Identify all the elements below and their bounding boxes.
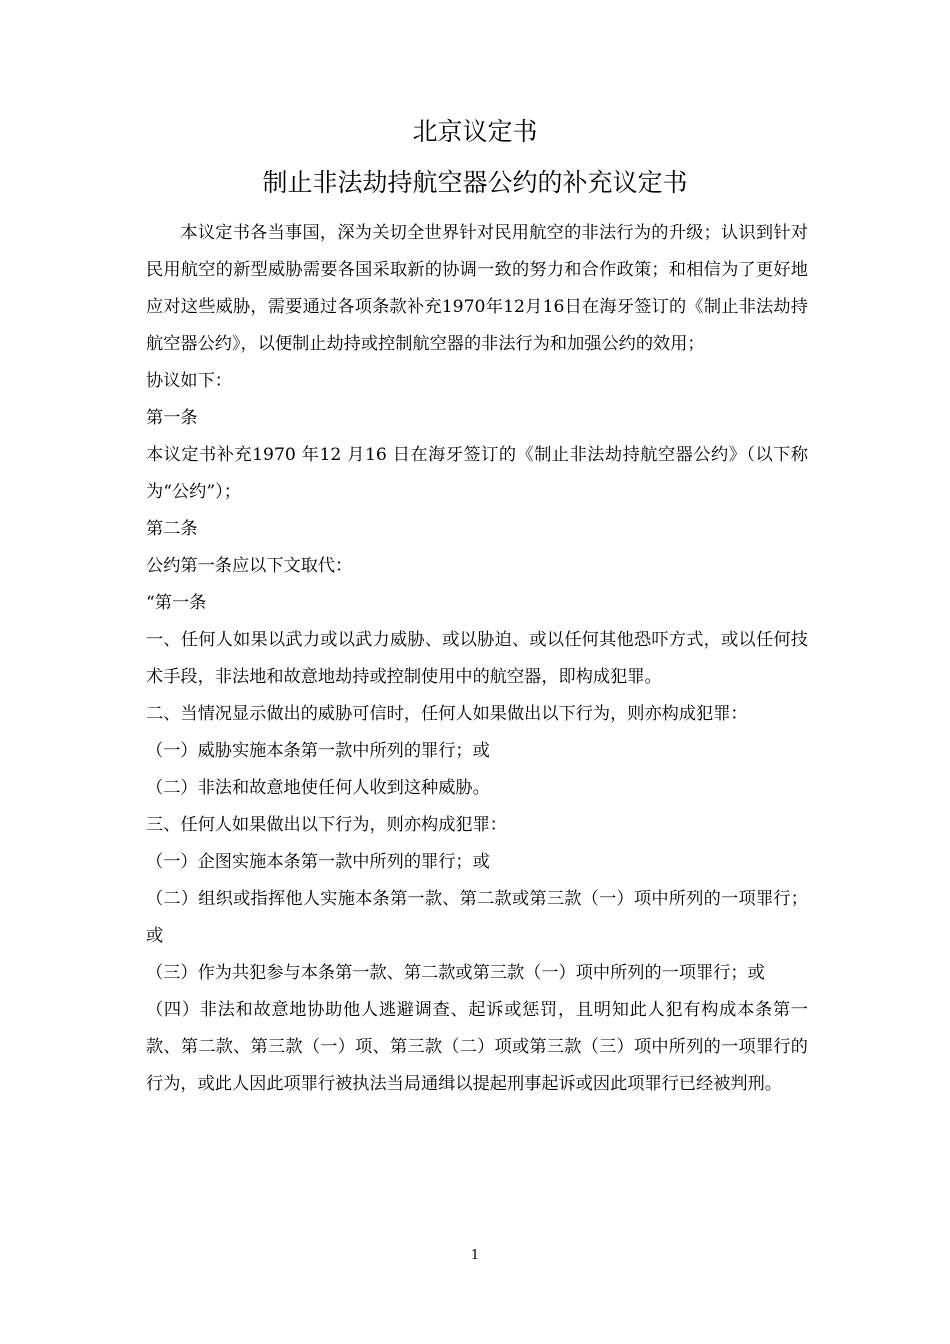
article-heading: 第一条 xyxy=(146,408,198,428)
agreement-line: 协议如下： xyxy=(146,371,232,391)
clause: 一、任何人如果以武力或以武力威胁、或以胁迫、或以任何其他恐吓方式，或以任何技术手段，非法地和故意地劫持或控制使用中的航空器，即构成犯罪。 xyxy=(146,630,808,687)
paragraph: 本议定书补充1970 年12 月16 日在海牙签订的《制止非法劫持航空器公约》（以下称为“公约”）； xyxy=(146,445,808,502)
clause: 二、当情况显示做出的威胁可信时，任何人如果做出以下行为，则亦构成犯罪： xyxy=(146,704,748,724)
paragraph: 公约第一条应以下文取代： xyxy=(146,556,353,576)
sub-clause: （二）非法和故意地使任何人收到这种威胁。 xyxy=(146,778,490,798)
sub-clause: （一）威胁实施本条第一款中所列的罪行；或 xyxy=(146,741,490,761)
clause: 三、任何人如果做出以下行为，则亦构成犯罪： xyxy=(146,815,507,835)
document-title: 北京议定书 xyxy=(412,117,538,146)
sub-clause: （三）作为共犯参与本条第一款、第二款或第三款（一）项中所列的一项罪行；或 xyxy=(146,963,765,983)
page-number: 1 xyxy=(470,1248,480,1263)
preamble-paragraph: 本议定书各当事国，深为关切全世界针对民用航空的非法行为的升级；认识到针对民用航空的新型威胁需要各国采取新的协调一致的努力和合作政策；和相信为了更好地应对这些威胁，需要通过各项条款补充1970年12月16日在海牙签订的《制止非法劫持航空器公约》，以便制止劫持或控制航空器的非法行为和加强公约的效用； xyxy=(146,223,808,354)
quoted-article-heading: “第一条 xyxy=(146,593,207,613)
sub-clause: （二）组织或指挥他人实施本条第一款、第二款或第三款（一）项中所列的一项罪行；或 xyxy=(146,889,808,946)
sub-clause: （一）企图实施本条第一款中所列的罪行；或 xyxy=(146,852,490,872)
article-heading: 第二条 xyxy=(146,519,198,539)
sub-clause: （四）非法和故意地协助他人逃避调查、起诉或惩罚，且明知此人犯有构成本条第一款、第二款、第三款（一）项、第三款（二）项或第三款（三）项中所列的一项罪行的行为，或此人因此项罪行被执法当局通缉以提起刑事起诉或因此项罪行已经被判刑。 xyxy=(146,1000,808,1094)
document-body xyxy=(146,215,808,1103)
document-subtitle: 制止非法劫持航空器公约的补充议定书 xyxy=(262,168,688,197)
